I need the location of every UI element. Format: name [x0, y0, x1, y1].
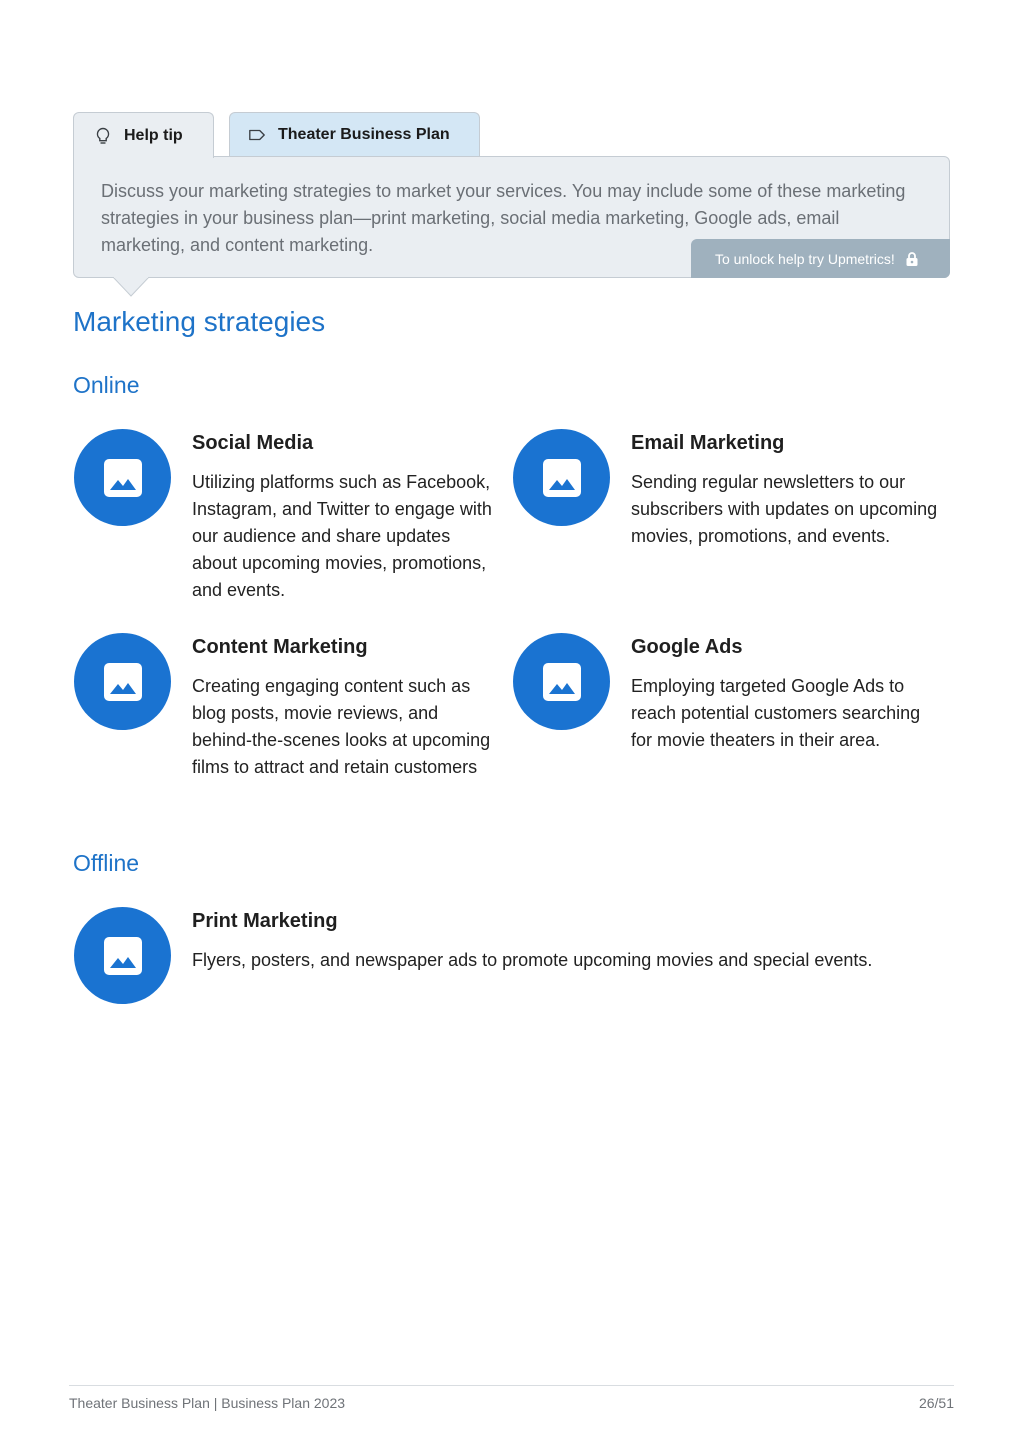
- strategy-icon-circle: [74, 907, 171, 1004]
- strategy-title: Print Marketing: [192, 910, 338, 932]
- strategy-title: Email Marketing: [631, 432, 785, 454]
- strategy-icon-circle: [74, 429, 171, 526]
- footer-document-title: Theater Business Plan | Business Plan 2023: [69, 1395, 346, 1411]
- strategy-description: Employing targeted Google Ads to reach potential customers searching for movie theaters in their area.: [631, 676, 921, 750]
- page-title: Marketing strategies: [73, 306, 326, 337]
- lightbulb-icon: [94, 127, 112, 145]
- help-box-pointer: [113, 277, 149, 297]
- strategy-icon-circle: [74, 633, 171, 730]
- tab-help-tip-label: Help tip: [124, 126, 183, 144]
- strategy-title: Social Media: [192, 432, 314, 454]
- image-icon: [103, 458, 143, 498]
- strategy-icon-circle: [513, 429, 610, 526]
- strategy-description: Flyers, posters, and newspaper ads to promote upcoming movies and special events.: [192, 950, 873, 970]
- strategy-title: Content Marketing: [192, 636, 368, 658]
- unlock-help-button[interactable]: [691, 239, 950, 278]
- image-icon: [542, 662, 582, 702]
- strategy-title: Google Ads: [631, 636, 743, 658]
- tab-theater-business-plan-label: Theater Business Plan: [278, 126, 450, 143]
- tag-icon: [248, 126, 266, 144]
- section-heading-online: Online: [73, 372, 140, 398]
- tab-help-tip[interactable]: [73, 112, 214, 158]
- image-icon: [103, 936, 143, 976]
- section-heading-offline: Offline: [73, 850, 140, 876]
- unlock-help-label: To unlock help try Upmetrics!: [715, 250, 895, 267]
- lock-icon: [905, 251, 919, 267]
- strategy-icon-circle: [513, 633, 610, 730]
- image-icon: [542, 458, 582, 498]
- footer-divider: [69, 1385, 954, 1386]
- image-icon: [103, 662, 143, 702]
- tab-theater-business-plan[interactable]: [229, 112, 480, 157]
- strategy-description: Sending regular newsletters to our subscribers with updates on upcoming movies, promotions, and events.: [631, 472, 938, 546]
- help-tip-text: Discuss your marketing strategies to market your services. You may include some of these marketing strategies in your business plan—print marketing, social media marketing, Google ads, email marketing, and content marketing.: [101, 181, 906, 255]
- strategy-description: Creating engaging content such as blog posts, movie reviews, and behind-the-scenes looks at upcoming films to attract and retain customers: [192, 676, 491, 777]
- footer-page-number: 26/51: [918, 1395, 954, 1411]
- strategy-description: Utilizing platforms such as Facebook, Instagram, and Twitter to engage with our audience and share updates about upcoming movies, promotions, and events.: [192, 472, 492, 600]
- help-tip-box: [73, 156, 950, 278]
